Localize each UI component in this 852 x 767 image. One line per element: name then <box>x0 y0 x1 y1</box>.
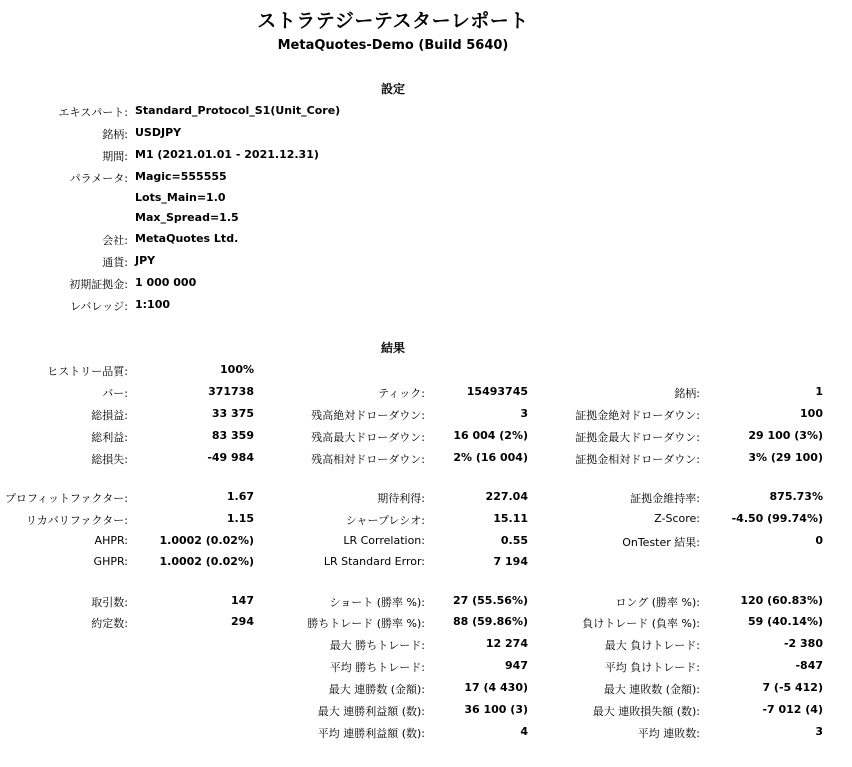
stat-value: 100 <box>800 407 823 420</box>
stat-label: 負けトレード (負率 %): <box>582 617 700 630</box>
stat-label: 最大 勝ちトレード: <box>329 639 425 652</box>
stat-value: 2% (16 004) <box>453 451 528 464</box>
report-subtitle: MetaQuotes-Demo (Build 5640) <box>277 38 509 53</box>
stat-value: 1.0002 (0.02%) <box>159 555 254 568</box>
stat-value: 947 <box>505 659 528 672</box>
stat-label: 証拠金絶対ドローダウン: <box>575 409 700 422</box>
stat-value: 371738 <box>208 385 254 398</box>
stat-value: 59 (40.14%) <box>747 615 823 628</box>
stat-label: 平均 連勝利益額 (数): <box>317 727 425 740</box>
currency-value: JPY <box>135 254 156 267</box>
stat-value: 12 274 <box>485 637 528 650</box>
stat-label: 残高絶対ドローダウン: <box>311 409 425 422</box>
stat-label: LR Correlation: <box>343 534 425 547</box>
stat-label: 勝ちトレード (勝率 %): <box>307 617 425 630</box>
stat-label: 平均 連敗数: <box>637 727 700 740</box>
stat-label: 総損益: <box>91 409 128 422</box>
stat-label: シャープレシオ: <box>345 514 425 527</box>
symbol-value: USDJPY <box>135 126 182 139</box>
stat-value: -7 012 (4) <box>762 703 823 716</box>
stat-value: 875.73% <box>769 490 823 503</box>
initial-deposit-value: 1 000 000 <box>135 276 197 289</box>
company-value: MetaQuotes Ltd. <box>135 232 239 245</box>
stat-value: 0 <box>815 534 823 547</box>
stat-value: -847 <box>795 659 823 672</box>
stat-value: 7 194 <box>493 555 528 568</box>
stat-value: 3% (29 100) <box>748 451 823 464</box>
stat-value: -2 380 <box>783 637 823 650</box>
stat-label: 銘柄: <box>674 387 700 400</box>
stat-label: 残高相対ドローダウン: <box>311 453 425 466</box>
expert-value: Standard_Protocol_S1(Unit_Core) <box>135 104 341 117</box>
history-quality-label: ヒストリー品質: <box>47 365 128 378</box>
stat-label: 総損失: <box>91 453 128 466</box>
stat-value: 294 <box>231 615 254 628</box>
stat-label: 証拠金維持率: <box>630 492 700 505</box>
stat-value: 1.0002 (0.02%) <box>159 534 254 547</box>
stat-label: 期待利得: <box>377 492 425 505</box>
stat-label: 最大 連勝数 (金額): <box>328 683 425 696</box>
stat-label: バー: <box>102 387 128 400</box>
parameters-label: パラメータ: <box>69 172 128 185</box>
stat-label: 最大 連敗数 (金額): <box>603 683 700 696</box>
stat-label: LR Standard Error: <box>323 555 425 568</box>
stat-value: 4 <box>520 725 528 738</box>
parameter-value: Magic=555555 <box>135 170 227 183</box>
initial-deposit-label: 初期証拠金: <box>69 278 128 291</box>
report-title: ストラテジーテスターレポート <box>257 10 529 32</box>
stat-value: 7 (-5 412) <box>762 681 823 694</box>
stat-value: 36 100 (3) <box>464 703 528 716</box>
stat-label: ロング (勝率 %): <box>615 596 700 609</box>
stat-label: AHPR: <box>94 534 128 547</box>
period-label: 期間: <box>102 150 128 163</box>
stat-value: 83 359 <box>211 429 254 442</box>
symbol-label: 銘柄: <box>102 128 128 141</box>
expert-label: エキスパート: <box>58 106 128 119</box>
stat-value: 147 <box>231 594 254 607</box>
stat-label: 最大 連敗損失額 (数): <box>592 705 700 718</box>
history-quality-value: 100% <box>220 363 254 376</box>
stat-label: 取引数: <box>91 596 128 609</box>
leverage-label: レバレッジ: <box>70 300 128 313</box>
parameter-value: Max_Spread=1.5 <box>135 211 239 224</box>
stat-label: 証拠金最大ドローダウン: <box>575 431 700 444</box>
stat-value: 15.11 <box>493 512 528 525</box>
stat-value: 16 004 (2%) <box>453 429 528 442</box>
stat-value: 27 (55.56%) <box>452 594 528 607</box>
stat-label: 残高最大ドローダウン: <box>311 431 425 444</box>
stat-label: リカバリファクター: <box>25 514 128 527</box>
stat-label: 平均 勝ちトレード: <box>329 661 425 674</box>
stat-label: 最大 負けトレード: <box>604 639 700 652</box>
stat-label: GHPR: <box>93 555 128 568</box>
stat-value: 15493745 <box>466 385 528 398</box>
stat-value: 0.55 <box>500 534 528 547</box>
stat-value: 1.15 <box>226 512 254 525</box>
stat-label: 最大 連勝利益額 (数): <box>317 705 425 718</box>
company-label: 会社: <box>102 234 128 247</box>
stat-value: 3 <box>520 407 528 420</box>
period-value: M1 (2021.01.01 - 2021.12.31) <box>135 148 319 161</box>
stat-label: ショート (勝率 %): <box>329 596 425 609</box>
stat-label: ティック: <box>378 387 425 400</box>
stat-label: OnTester 結果: <box>622 536 700 549</box>
stat-label: プロフィットファクター: <box>4 492 128 505</box>
currency-label: 通貨: <box>102 256 128 269</box>
stat-value: 1 <box>815 385 823 398</box>
stat-label: 総利益: <box>91 431 128 444</box>
stat-value: -49 984 <box>207 451 254 464</box>
stat-value: 33 375 <box>211 407 254 420</box>
stat-value: 120 (60.83%) <box>740 594 823 607</box>
stat-value: 29 100 (3%) <box>748 429 823 442</box>
stat-value: 3 <box>815 725 823 738</box>
stat-value: 227.04 <box>485 490 528 503</box>
stat-value: -4.50 (99.74%) <box>731 512 823 525</box>
stat-label: 平均 負けトレード: <box>604 661 700 674</box>
stat-value: 1.67 <box>226 490 254 503</box>
parameter-value: Lots_Main=1.0 <box>135 191 226 204</box>
leverage-value: 1:100 <box>135 298 171 311</box>
settings-heading: 設定 <box>380 82 405 96</box>
stat-value: 88 (59.86%) <box>452 615 528 628</box>
stat-label: 証拠金相対ドローダウン: <box>575 453 700 466</box>
stat-label: 約定数: <box>91 617 128 630</box>
results-heading: 結果 <box>380 341 405 355</box>
stat-value: 17 (4 430) <box>464 681 528 694</box>
stat-label: Z-Score: <box>654 512 700 525</box>
